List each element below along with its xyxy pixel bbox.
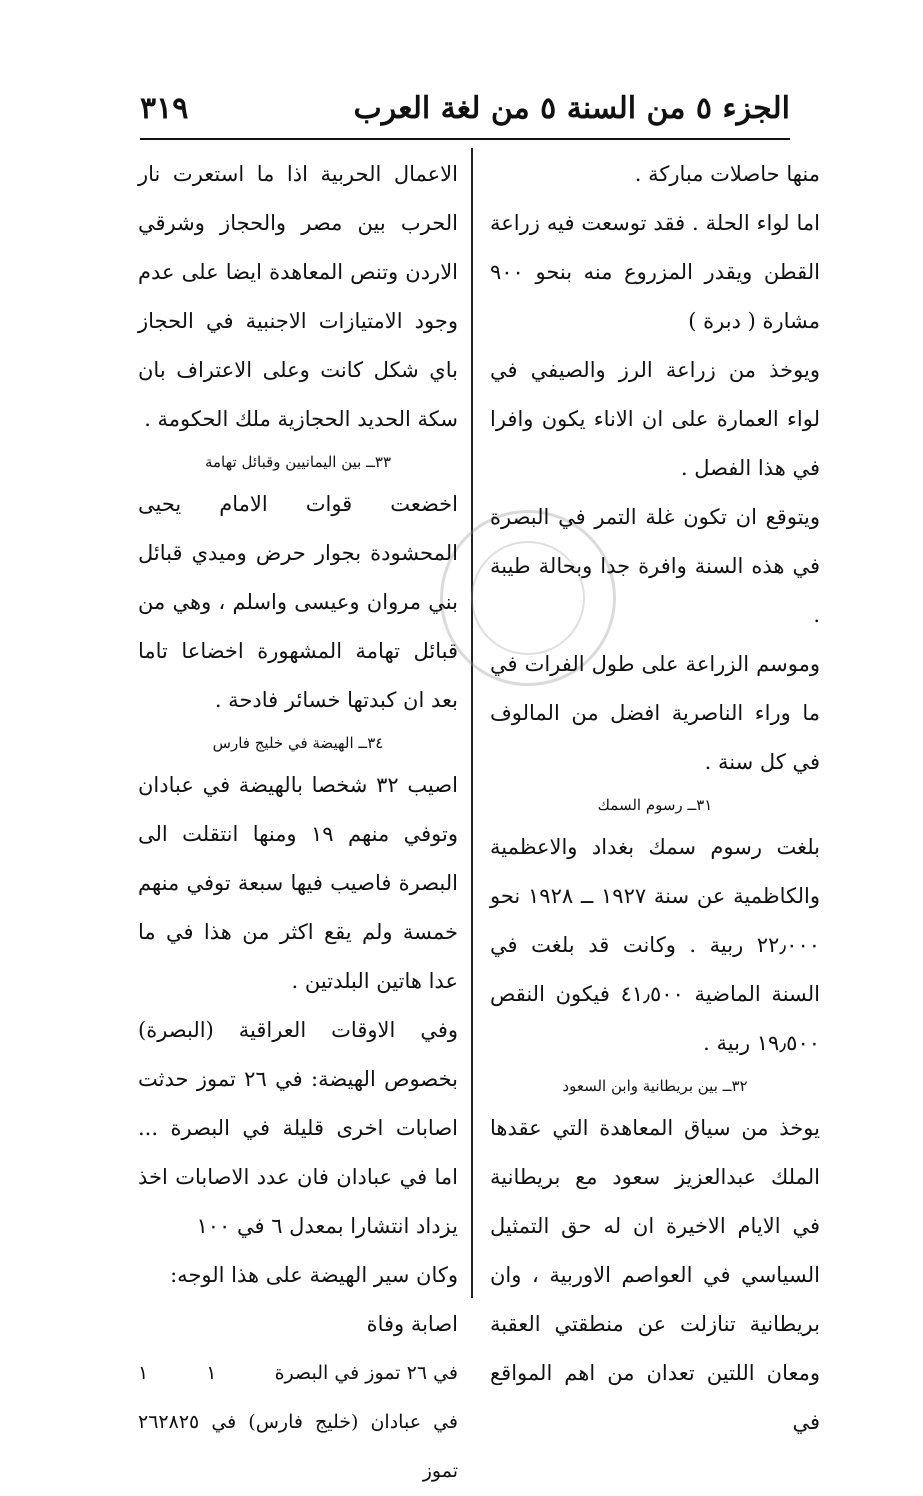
table-row bbox=[138, 1349, 458, 1398]
row-deaths: ٢٦ bbox=[138, 1411, 159, 1433]
page-number: ٣١٩ bbox=[140, 90, 189, 126]
row-label: في ٢٦ تموز في البصرة bbox=[274, 1362, 458, 1384]
section-heading: ٣٢ــ بين بريطانية وابن السعود bbox=[562, 1077, 748, 1095]
table-header: اصابة وفاة bbox=[366, 1312, 458, 1336]
paragraph: منها حاصلات مباركة . bbox=[634, 162, 820, 186]
paragraph: ويوخذ من زراعة الرز والصيفي في لواء العمارة على ان الاناء يكون وافرا في هذا الفصل . bbox=[490, 358, 820, 480]
paragraph: اخضعت قوات الامام يحيى المحشودة بجوار حرض وميدي قبائل بني مروان وعيسى واسلم ، وهي من قبائل تهامة المشهورة اخضاعا تاما بعد ان كبدتها خسائر فادحة . bbox=[138, 492, 458, 712]
right-column bbox=[490, 150, 820, 1447]
left-column bbox=[138, 150, 458, 1496]
section-heading: ٣٤ــ الهيضة في خليج فارس bbox=[212, 734, 384, 752]
paragraph: يوخذ من سياق المعاهدة التي عقدها الملك عبدالعزيز سعود مع بريطانية في الايام الاخيرة ان له حق التمثيل السياسي في العواصم الاوربية ، وان بريطانية تنازلت عن منطقتي العقبة ومعان اللتين تعدان من اهم المواقع في bbox=[490, 1116, 820, 1434]
row-deaths: ١ bbox=[138, 1362, 149, 1384]
row-cases: ٢٨ bbox=[158, 1411, 179, 1433]
row-cases: ١ bbox=[206, 1362, 217, 1384]
page-header bbox=[140, 78, 790, 140]
paragraph: الاعمال الحربية اذا ما استعرت نار الحرب بين مصر والحجاز وشرقي الاردن وتنص المعاهدة ايضا على عدم وجود الامتيازات الاجنبية في الحجاز باي شكل كانت وعلى الاعتراف بان سكة الحديد الحجازية ملك الحكومة . bbox=[138, 162, 458, 431]
paragraph: ويتوقع ان تكون غلة التمر في البصرة في هذه السنة وافرة جدا وبحالة طيبة . bbox=[490, 505, 820, 627]
paragraph: اما لواء الحلة . فقد توسعت فيه زراعة القطن ويقدر المزروع منه بنحو ٩٠٠ مشارة ( دبرة ) bbox=[490, 211, 820, 333]
row-label: في عبادان (خليج فارس) في ٢٥ تموز bbox=[178, 1411, 458, 1482]
paragraph: اصيب ٣٢ شخصا بالهيضة في عبادان وتوفي منهم ١٩ ومنها انتقلت الى البصرة فاصيب فيها سبعة توفي منهم خمسة ولم يقع اكثر من هذا في ما عدا هاتين البلدتين . bbox=[138, 773, 459, 993]
column-divider bbox=[471, 148, 473, 1298]
table-row bbox=[138, 1398, 458, 1496]
paragraph: بلغت رسوم سمك بغداد والاعظمية والكاظمية عن سنة ١٩٢٧ ــ ١٩٢٨ نحو ٢٢٫٠٠٠ ربية . وكانت قد بلغت في السنة الماضية ٤١٫٥٠٠ فيكون النقص ١٩٫٥٠٠ ربية . bbox=[490, 835, 820, 1055]
paragraph: وكان سير الهيضة على هذا الوجه: bbox=[170, 1263, 458, 1287]
section-heading: ٣١ــ رسوم السمك bbox=[597, 796, 713, 814]
section-heading: ٣٣ــ بين اليمانيين وقبائل تهامة bbox=[204, 453, 392, 471]
running-title: الجزء ٥ من السنة ٥ من لغة العرب bbox=[353, 90, 790, 126]
paragraph: وموسم الزراعة على طول الفرات في ما وراء الناصرية افضل من المالوف في كل سنة . bbox=[490, 652, 820, 774]
paragraph: وفي الاوقات العراقية (البصرة) بخصوص الهيضة: في ٢٦ تموز حدثت اصابات اخرى قليلة في البصرة ... اما في عبادان فان عدد الاصابات اخذ يزداد انتشارا بمعدل ٦ في ١٠٠ bbox=[138, 1018, 458, 1238]
